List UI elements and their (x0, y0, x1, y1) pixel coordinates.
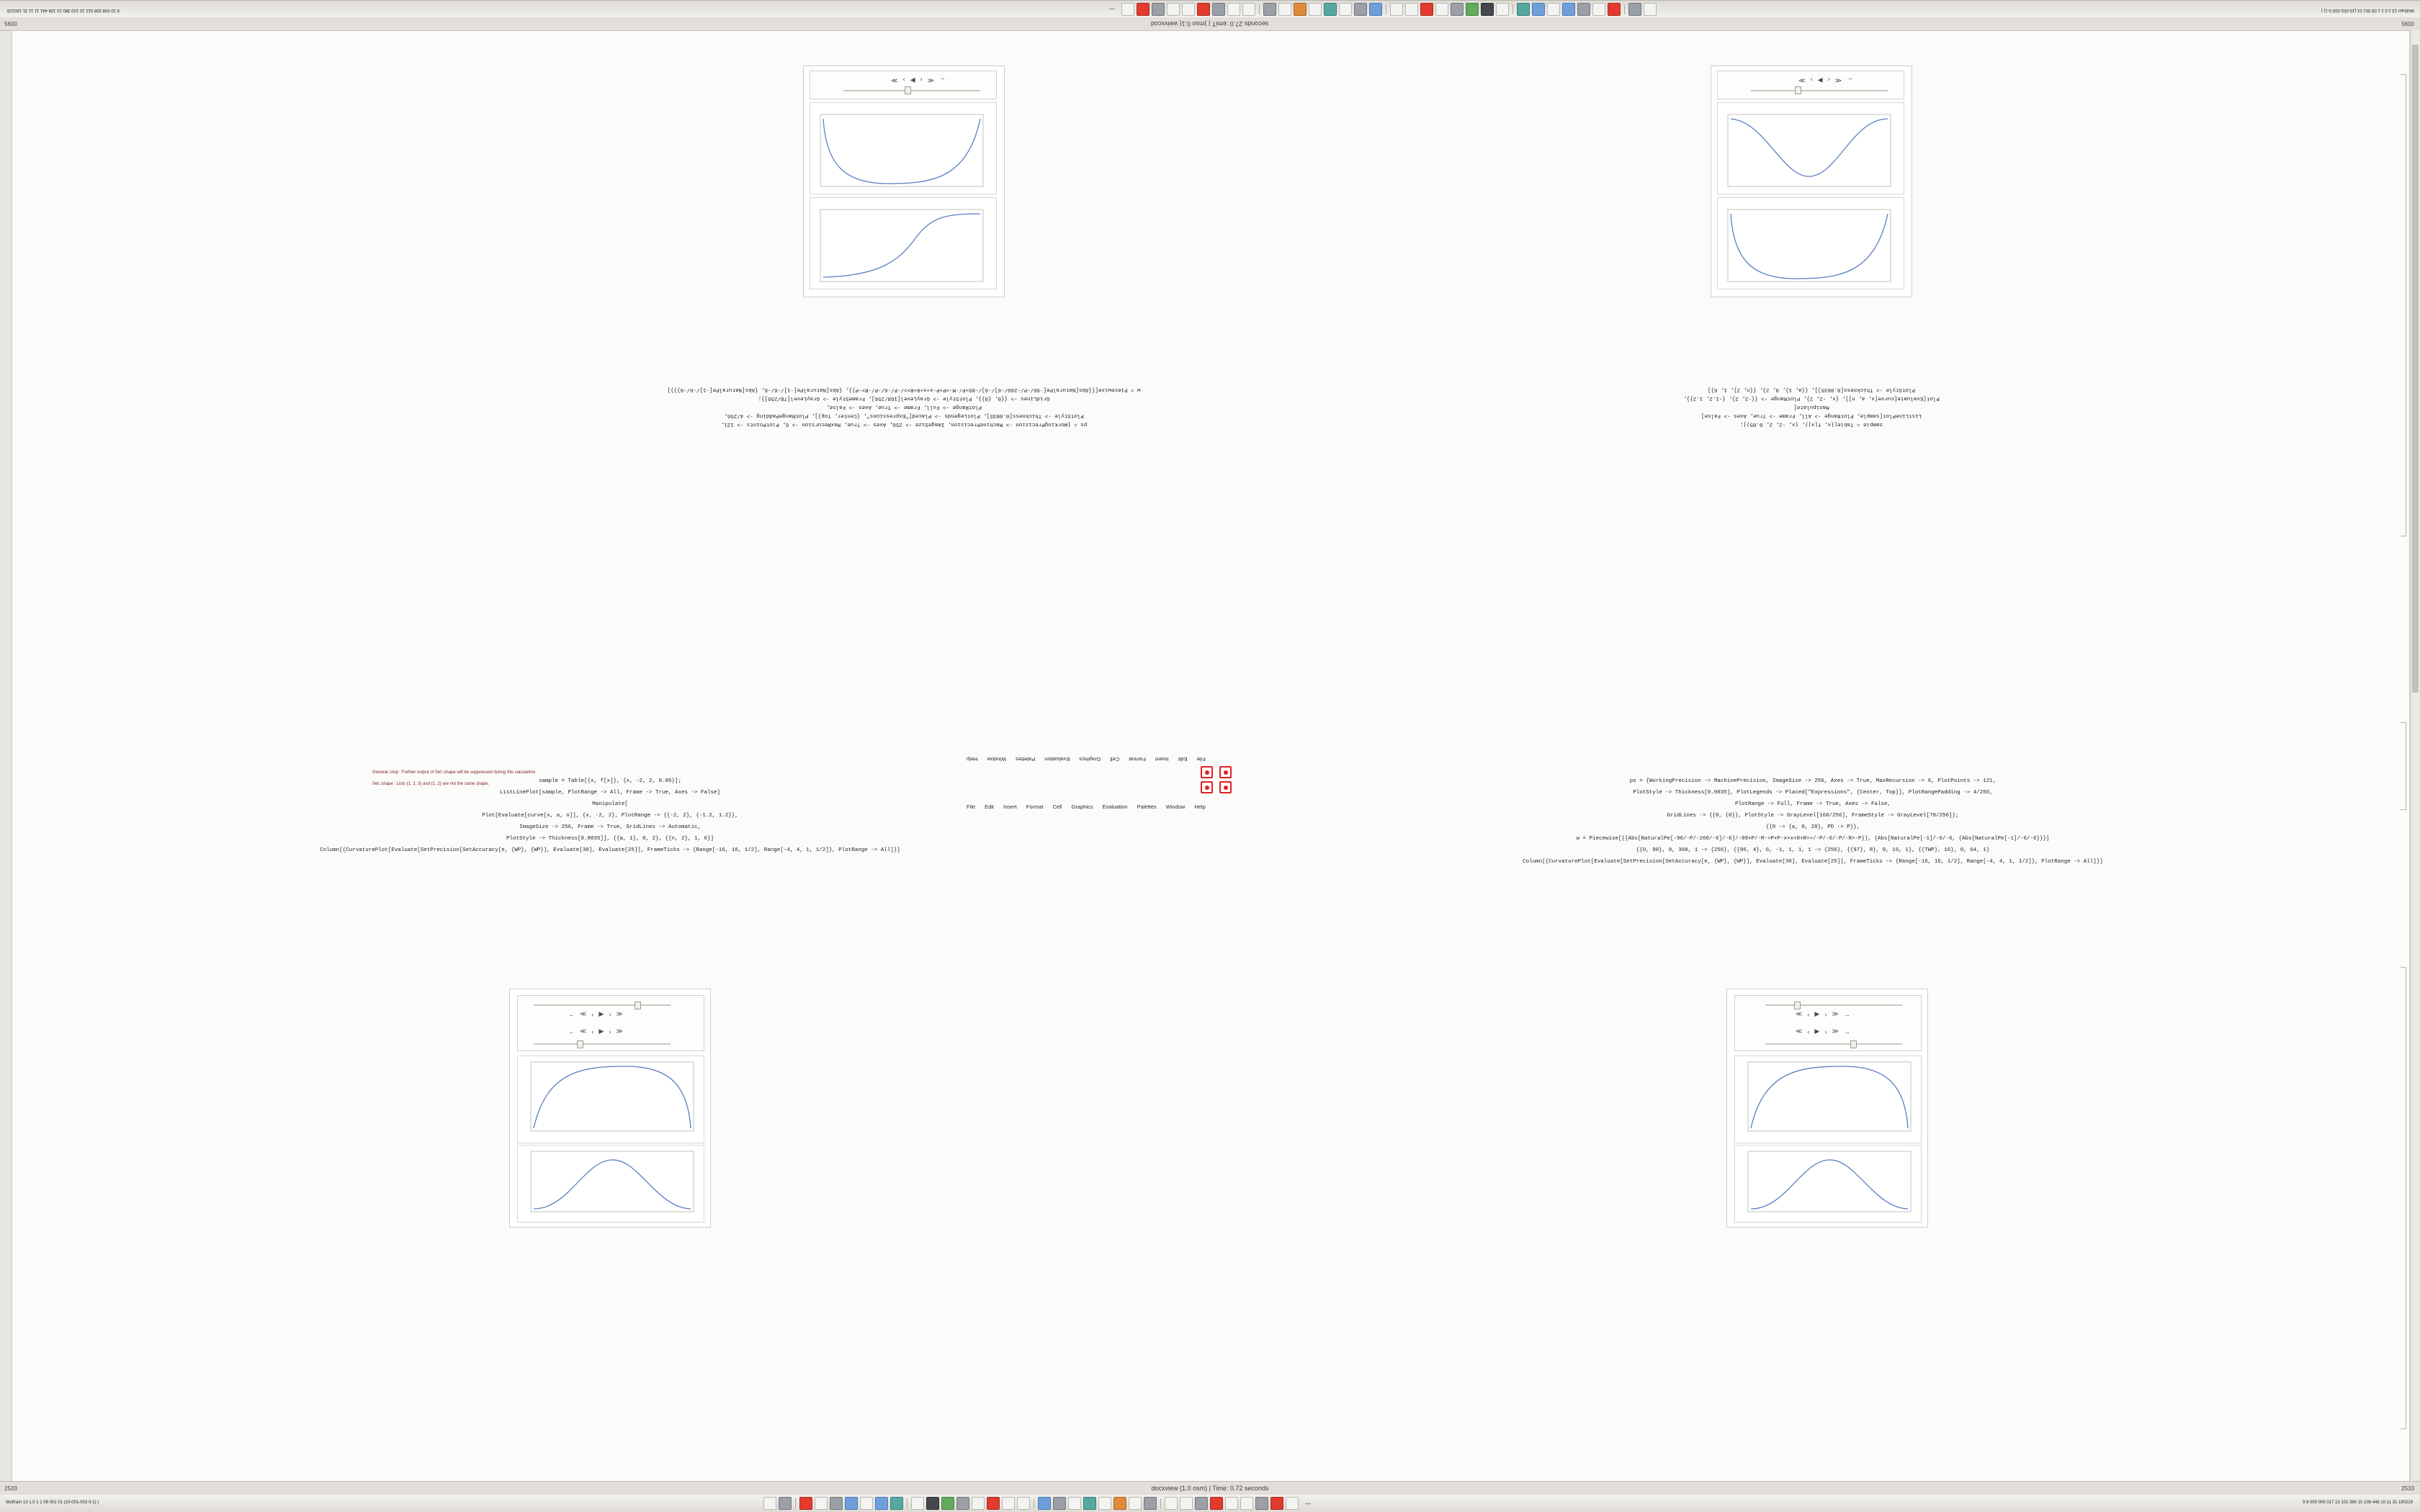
tray-icon-27[interactable] (1195, 1497, 1208, 1510)
menu-item-window[interactable]: Window (1165, 804, 1186, 810)
tray-icon-26[interactable] (1180, 1497, 1193, 1510)
tray-separator (1624, 4, 1625, 14)
tray-icon-12[interactable] (1451, 3, 1464, 16)
prev-icon[interactable]: ‹ (1807, 1027, 1810, 1035)
tray-icon-21[interactable] (1309, 3, 1322, 16)
code-line-2: ListLinePlot[sample, PlotRange -> All, Frame -> True, Axes -> False] (499, 790, 721, 796)
code-line-top-7: PlotStyle -> Thickness[0.0035], PlotLegends -> Placed["Expressions", {Center, Top}], PlotRangePadding -> 4/256, (724, 413, 1084, 418)
tray-icon-21[interactable] (1098, 1497, 1111, 1510)
system-tray[interactable] (1109, 1, 1657, 18)
bottom-bar-left (0, 1500, 99, 1506)
step-right-icon[interactable]: → (1843, 1027, 1850, 1035)
menu-item-format[interactable]: Format (1026, 804, 1044, 810)
menu-item-palettes[interactable]: Palettes (1016, 756, 1036, 762)
tray-icon-22[interactable] (1113, 1497, 1126, 1510)
plot-pane-d1 (1734, 1056, 1922, 1143)
tray-end-label: — (1109, 6, 1115, 13)
slider-button-row-d1[interactable] (1796, 1010, 1850, 1018)
rewind-icon[interactable]: ≪ (1796, 1010, 1803, 1017)
slider-button-row-d2[interactable] (1796, 1027, 1850, 1035)
code-line-top-2: ListLinePlot[sample, PlotRange -> All, Frame -> True, Axes -> False] (1700, 413, 1922, 418)
plot-pane-c1 (517, 1056, 704, 1143)
window-right-corner: 5600 (2401, 20, 2414, 27)
tray-icon-3[interactable] (815, 1497, 828, 1510)
tray-icon-10[interactable] (926, 1497, 939, 1510)
bottom-bar-right-text: 9 8 009 005 017 13 102 380 10 108 448 10 11 31 190229 (2302, 1500, 2413, 1506)
tray-icon-4[interactable] (1577, 3, 1590, 16)
tray-separator (1259, 4, 1260, 14)
tray-icon-8[interactable] (890, 1497, 903, 1510)
plot-pane-d2 (1734, 1145, 1922, 1223)
menu-item-help[interactable]: Help (1194, 804, 1206, 810)
code-line-3: Manipulate[ (592, 801, 628, 807)
tray-icon-22[interactable] (1294, 3, 1307, 16)
tray-icon-17[interactable] (1369, 3, 1382, 16)
status-center-text: docxview (1.0 osm) | Time: 0.72 seconds (1151, 1485, 1269, 1492)
tray-icon-16[interactable] (1017, 1497, 1030, 1510)
code-line-r4: GridLines -> {{0, {0}}, PlotStyle -> GrayLevel[168/256], FrameStyle -> GrayLevel[78/256]}; (1667, 813, 1959, 819)
tray-separator (1160, 1498, 1161, 1508)
tray-separator (1512, 4, 1513, 14)
notebook-upper-half-rotated (12, 31, 2409, 758)
top-bar-right-text: 9 10 008 008 012 10 100 380 10 108 441 11 11 31 190229 (7, 7, 120, 12)
slider-knob[interactable] (1794, 1002, 1801, 1009)
dome-curve-svg-d (1735, 1056, 1921, 1143)
slider-track (1765, 1043, 1902, 1045)
tray-icon-20[interactable] (1324, 3, 1337, 16)
plot-cell-group-d[interactable] (1726, 989, 1928, 1228)
prev-icon[interactable]: ‹ (591, 1027, 594, 1035)
code-line-r8: Column[{CurvaturePlot[Evaluate[SetPrecision[SetAccuracy[e, {WP}, {WP}], Evaluate[30], Evaluate[25]], FrameTicks -> {Range[-16, 16, 1/2], Range[-4, 4, 1, 1/2]}, PlotRange -> All]}] (1523, 859, 2103, 865)
tray-icon-28[interactable] (1197, 3, 1210, 16)
menu-item-format[interactable]: Format (1129, 756, 1146, 762)
forward-icon[interactable]: ≫ (891, 77, 898, 84)
tray-icon-16[interactable] (1390, 3, 1403, 16)
step-right-icon[interactable]: → (1843, 1010, 1850, 1018)
tray-end-label: — (1305, 1500, 1311, 1507)
status-strip (0, 1481, 2420, 1495)
top-bar-left (2321, 6, 2420, 12)
slider-c2[interactable] (534, 1040, 671, 1047)
tray-icon-10[interactable] (1481, 3, 1494, 16)
tray-icon-0[interactable] (1644, 3, 1657, 16)
forward-icon[interactable]: ≫ (1832, 1010, 1839, 1017)
code-line-6: PlotStyle -> Thickness[0.0035]], {{a, 1}, 0, 2}, {{n, 2}, 1, 6}] (506, 836, 714, 842)
status-left-corner: 2533 (4, 1485, 17, 1492)
bell-curve-svg-b (1718, 103, 1904, 194)
menu-item-file[interactable]: File (1196, 756, 1206, 762)
menu-item-evaluation[interactable]: Evaluation (1102, 804, 1128, 810)
menu-item-cell[interactable]: Cell (1110, 756, 1120, 762)
tray-icon-33[interactable] (1121, 3, 1134, 16)
tray-icon-20[interactable] (1083, 1497, 1096, 1510)
prev-icon[interactable]: ‹ (1807, 1010, 1810, 1018)
step-left-icon[interactable]: ← (939, 76, 946, 84)
menu-item-help[interactable]: Help (967, 756, 978, 762)
bottom-system-bar (0, 1494, 2420, 1512)
menu-item-insert[interactable]: Insert (1003, 804, 1017, 810)
slider-track (534, 1043, 671, 1045)
code-line-top-6: ps = {WorkingPrecision -> MachinePrecision, ImageSize -> 256, Axes -> True, MaxRecursion -> 6, PlotPoints -> 121, (720, 421, 1088, 427)
dome-curve-svg-c (518, 1056, 704, 1143)
tray-icon-9[interactable] (911, 1497, 924, 1510)
plot-cell-group-c[interactable] (509, 989, 711, 1228)
top-bar-left-text: Wolfram 13 1.0 1 1 09 001 01 (10-001-003 0-1) ) (2321, 7, 2414, 12)
tray-icon-19[interactable] (1339, 3, 1352, 16)
tray-icon-8[interactable] (1517, 3, 1530, 16)
slider-knob[interactable] (577, 1040, 583, 1048)
code-line-4: Plot[Evaluate[curve[x, a, n]], {x, -2, 2}, PlotRange -> {{-2, 2}, {-1.2, 1.2}}, (482, 813, 738, 819)
rewind-icon[interactable]: ≪ (580, 1010, 587, 1017)
manipulate-controls-d[interactable] (1734, 995, 1922, 1051)
slider-knob[interactable] (1795, 86, 1801, 94)
menu-item-edit[interactable]: Edit (985, 804, 995, 810)
tray-icon-15[interactable] (1405, 3, 1418, 16)
menu-item-palettes[interactable]: Palettes (1137, 804, 1157, 810)
tray-icon-4[interactable] (830, 1497, 843, 1510)
step-left-icon[interactable]: ← (568, 1027, 575, 1035)
code-line-top-9: GridLines -> {{0, {0}}, PlotStyle -> GrayLevel[168/256], FrameStyle -> GrayLevel[78/256]}; (758, 395, 1050, 401)
tray-icon-27[interactable] (1212, 3, 1225, 16)
cell-bracket-3[interactable] (2401, 967, 2406, 1429)
cell-bracket-1[interactable] (2401, 74, 2406, 536)
menu-item-evaluation[interactable]: Evaluation (1044, 756, 1070, 762)
tray-icon-24[interactable] (1263, 3, 1276, 16)
code-line-r2: PlotStyle -> Thickness[0.0035], PlotLegends -> Placed["Expressions", {Center, Top}], PlotRangePadding -> 4/256, (1633, 790, 1993, 796)
next-icon[interactable]: › (609, 1010, 611, 1018)
tray-icon-1[interactable] (779, 1497, 792, 1510)
tray-icon-31[interactable] (1152, 3, 1165, 16)
play-icon[interactable]: ▶ (1814, 1010, 1820, 1017)
tray-icon-18[interactable] (1053, 1497, 1066, 1510)
tray-icon-32[interactable] (1270, 1497, 1283, 1510)
tray-icon-7[interactable] (875, 1497, 888, 1510)
tray-icon-13[interactable] (1435, 3, 1448, 16)
tray-icon-14[interactable] (987, 1497, 1000, 1510)
bottom-bar-right (2303, 1500, 2420, 1506)
manipulate-controls-b[interactable] (1717, 71, 1904, 99)
tray-icon-24[interactable] (1144, 1497, 1157, 1510)
slider-d1[interactable] (1765, 1002, 1902, 1008)
slider-knob[interactable] (1850, 1040, 1857, 1048)
code-line-top-1: sample = Table[{x, f[x]}, {x, -2, 2, 0.05}]; (1739, 421, 1883, 427)
window-left-corner: 5600 (4, 20, 17, 27)
top-bar-right (0, 6, 120, 12)
tray-icon-32[interactable] (1137, 3, 1150, 16)
slider-button-row-a[interactable] (891, 76, 946, 84)
next-icon[interactable]: › (609, 1027, 611, 1035)
next-icon[interactable]: › (1824, 1027, 1827, 1035)
plot-pane-a1 (810, 197, 997, 289)
tray-icon-13[interactable] (972, 1497, 985, 1510)
bell-curve-svg-d (1735, 1146, 1921, 1222)
code-line-r6: w = Piecewise[{{Abs[NaturalPe[-96/-P/-260/-6]/-6]/-89+P/-M->P+P-x+x+0+R>>/-P/-6/-P/-R>-P}}, {Abs[NaturalPe[-1]/-6/-6, {Abs[NaturalPe[-1]/-6/-6}}}] (1576, 836, 2050, 842)
code-line-top-4: Plot[Evaluate[curve[x, a, n]], {x, -2, 2}, PlotRange -> {{-2, 2}, {-1.2, 1.2}}, (1683, 395, 1940, 401)
manipulate-controls-a[interactable] (810, 71, 997, 99)
code-line-5: ImageSize -> 256, Frame -> True, GridLines -> Automatic, (519, 824, 702, 830)
slider-a1[interactable] (843, 88, 980, 94)
play-icon[interactable]: ▶ (910, 77, 915, 84)
sigmoid-curve-svg (810, 198, 996, 289)
plot-pane-a2 (810, 102, 997, 194)
vertical-scrollbar[interactable] (2411, 30, 2420, 1480)
code-line-r5: {{0 -> {a, 0, 20}, PD -> P}}, (1765, 824, 1860, 830)
slider-track (1765, 1004, 1902, 1006)
menu-item-window[interactable]: Window (987, 756, 1007, 762)
slider-track (843, 90, 980, 91)
play-icon[interactable]: ▶ (1817, 77, 1823, 84)
error-message-1: General::stop : Further output of Set::shape will be suppressed during this calculation. (372, 770, 537, 775)
slider-track (534, 1004, 671, 1006)
plot-pane-c2 (517, 1145, 704, 1223)
dome-curve-svg (810, 103, 996, 194)
code-line-7: Column[{CurvaturePlot[Evaluate[SetPrecision[SetAccuracy[e, {WP}, {WP}], Evaluate[30], Evaluate[25]], FrameTicks -> {Range[-16, 16, 1/2], Range[-4, 4, 1, 1/2]}, PlotRange -> All]}] (320, 847, 900, 853)
manipulate-controls-c[interactable] (517, 995, 704, 1051)
next-icon[interactable]: › (902, 76, 905, 84)
tray-icon-9[interactable] (1496, 3, 1509, 16)
forward-icon[interactable]: ≫ (616, 1010, 623, 1017)
forward-icon[interactable]: ≫ (1798, 77, 1806, 84)
tray-separator (795, 1498, 796, 1508)
bottom-bar-left-text: Wolfram 13 1.0 1 1 09 001 01 (10-001-003 0-1) ) (6, 1500, 99, 1506)
menu-item-graphics[interactable]: Graphics (1079, 756, 1101, 762)
tray-icon-29[interactable] (1225, 1497, 1238, 1510)
rewind-icon[interactable]: ≪ (580, 1027, 587, 1035)
tray-icon-7[interactable] (1532, 3, 1545, 16)
status-right-corner: 2533 (2401, 1485, 2414, 1492)
rewind-icon[interactable]: ≪ (927, 77, 934, 84)
code-line-top-10: w = Piecewise[{{Abs[NaturalPe[-96/-P/-260/-6]/-6]/-89+P/-M->P+P-x+x+0+R>>/-P/-6/-P/-R>-P}}, {Abs[NaturalPe[-1]/-6/-6, {Abs[NaturalPe[-1]/-6/-6}}}] (667, 387, 1141, 392)
tray-icon-23[interactable] (1129, 1497, 1142, 1510)
slider-c1[interactable] (534, 1002, 671, 1008)
menu-item-graphics[interactable]: Graphics (1071, 804, 1093, 810)
tray-separator (907, 1498, 908, 1508)
window-title-strip (0, 17, 2420, 31)
tray-icon-23[interactable] (1278, 3, 1291, 16)
code-line-top-3: Manipulate[ (1793, 404, 1829, 410)
menu-item-file[interactable]: File (967, 804, 976, 810)
menu-item-edit[interactable]: Edit (1178, 756, 1188, 762)
tray-icon-6[interactable] (860, 1497, 873, 1510)
tray-icon-0[interactable] (763, 1497, 776, 1510)
rewind-icon[interactable]: ≪ (1796, 1027, 1803, 1035)
slider-track (1751, 90, 1888, 91)
code-line-r3: PlotRange -> Full, Frame -> True, Axes -> False, (1734, 801, 1891, 807)
prev-icon[interactable]: ‹ (1827, 76, 1830, 84)
tray-icon-12[interactable] (956, 1497, 969, 1510)
window-title: seconds 27.0 :emiT | )mso 0.1( weivxcod (1151, 20, 1269, 27)
tray-icon-30[interactable] (1240, 1497, 1253, 1510)
error-message-2: Set::shape : Lists {1, 2, 3} and {1, 2} are not the same shape. (372, 782, 490, 786)
tray-icon-14[interactable] (1420, 3, 1433, 16)
cell-bracket-2[interactable] (2401, 722, 2406, 810)
notebook-lower-half (12, 758, 2409, 1481)
tray-icon-26[interactable] (1227, 3, 1240, 16)
tray-icon-29[interactable] (1182, 3, 1195, 16)
menu-item-insert[interactable]: Insert (1155, 756, 1169, 762)
next-icon[interactable]: › (1824, 1010, 1827, 1018)
tray-icon-15[interactable] (1002, 1497, 1015, 1510)
tray-icon-25[interactable] (1242, 3, 1255, 16)
play-icon[interactable]: ▶ (599, 1027, 604, 1035)
dome-curve-svg-b (1718, 198, 1904, 289)
tray-icon-30[interactable] (1167, 3, 1180, 16)
slider-button-row-b[interactable] (1798, 76, 1853, 84)
slider-b1[interactable] (1751, 88, 1888, 94)
tray-icon-25[interactable] (1165, 1497, 1178, 1510)
tray-icon-31[interactable] (1255, 1497, 1268, 1510)
prev-icon[interactable]: ‹ (920, 76, 923, 84)
slider-button-row-c1[interactable] (568, 1010, 623, 1018)
scrollbar-thumb[interactable] (2412, 45, 2419, 693)
tray-icon-18[interactable] (1354, 3, 1367, 16)
next-icon[interactable]: › (1810, 76, 1813, 84)
step-left-icon[interactable]: ← (568, 1010, 575, 1018)
tray-icon-33[interactable] (1286, 1497, 1299, 1510)
code-line-1: sample = Table[{x, f[x]}, {x, -2, 2, 0.05}]; (538, 778, 682, 784)
rewind-icon[interactable]: ≪ (1834, 77, 1842, 84)
menu-item-cell[interactable]: Cell (1052, 804, 1062, 810)
play-icon[interactable]: ▶ (1814, 1027, 1820, 1035)
tray-icon-11[interactable] (1466, 3, 1479, 16)
bell-curve-svg-c (518, 1146, 704, 1222)
slider-d2[interactable] (1765, 1040, 1902, 1047)
tray-icon-2[interactable] (799, 1497, 812, 1510)
tray-icon-5[interactable] (845, 1497, 858, 1510)
tray-icon-11[interactable] (941, 1497, 954, 1510)
plot-pane-b1 (1717, 197, 1904, 289)
tray-icon-3[interactable] (1592, 3, 1605, 16)
play-icon[interactable]: ▶ (599, 1010, 604, 1017)
forward-icon[interactable]: ≫ (1832, 1027, 1839, 1035)
slider-knob[interactable] (905, 86, 911, 94)
slider-button-row-c2[interactable] (568, 1027, 623, 1035)
tray-icon-1[interactable] (1628, 3, 1641, 16)
code-line-top-8: PlotRange -> Full, Frame -> True, Axes -> False, (825, 404, 982, 410)
tray-icon-17[interactable] (1038, 1497, 1051, 1510)
code-line-r1: ps = {WorkingPrecision -> MachinePrecision, ImageSize -> 256, Axes -> True, MaxRecursion -> 6, PlotPoints -> 121, (1629, 778, 1996, 784)
tray-icon-5[interactable] (1562, 3, 1575, 16)
code-line-r7: {{0, 90}, 0, 360, 1 -> {256}, {{96, 4}, 6, -1, 1, 1, 1 -> {256}, {{97}, 8}, 0, 16, 1}, {{TWP}, 16}, 0, 64, 1} (1636, 847, 1990, 853)
tray-icon-19[interactable] (1068, 1497, 1081, 1510)
step-left-icon[interactable]: ← (1847, 76, 1853, 84)
prev-icon[interactable]: ‹ (591, 1010, 594, 1018)
code-line-top-5: PlotStyle -> Thickness[0.0035]], {{a, 1}, 0, 2}, {{n, 2}, 1, 6}] (1707, 387, 1916, 392)
plot-cell-group-b[interactable] (1711, 66, 1912, 297)
tray-icon-28[interactable] (1210, 1497, 1223, 1510)
system-tray-bottom[interactable] (763, 1495, 1311, 1512)
tray-icon-2[interactable] (1608, 3, 1621, 16)
notebook-document[interactable] (12, 30, 2410, 1482)
plot-pane-b2 (1717, 102, 1904, 194)
top-system-bar (0, 0, 2420, 18)
forward-icon[interactable]: ≫ (616, 1027, 623, 1035)
tray-icon-6[interactable] (1547, 3, 1560, 16)
slider-knob[interactable] (635, 1002, 641, 1009)
plot-cell-group-a[interactable] (803, 66, 1005, 297)
